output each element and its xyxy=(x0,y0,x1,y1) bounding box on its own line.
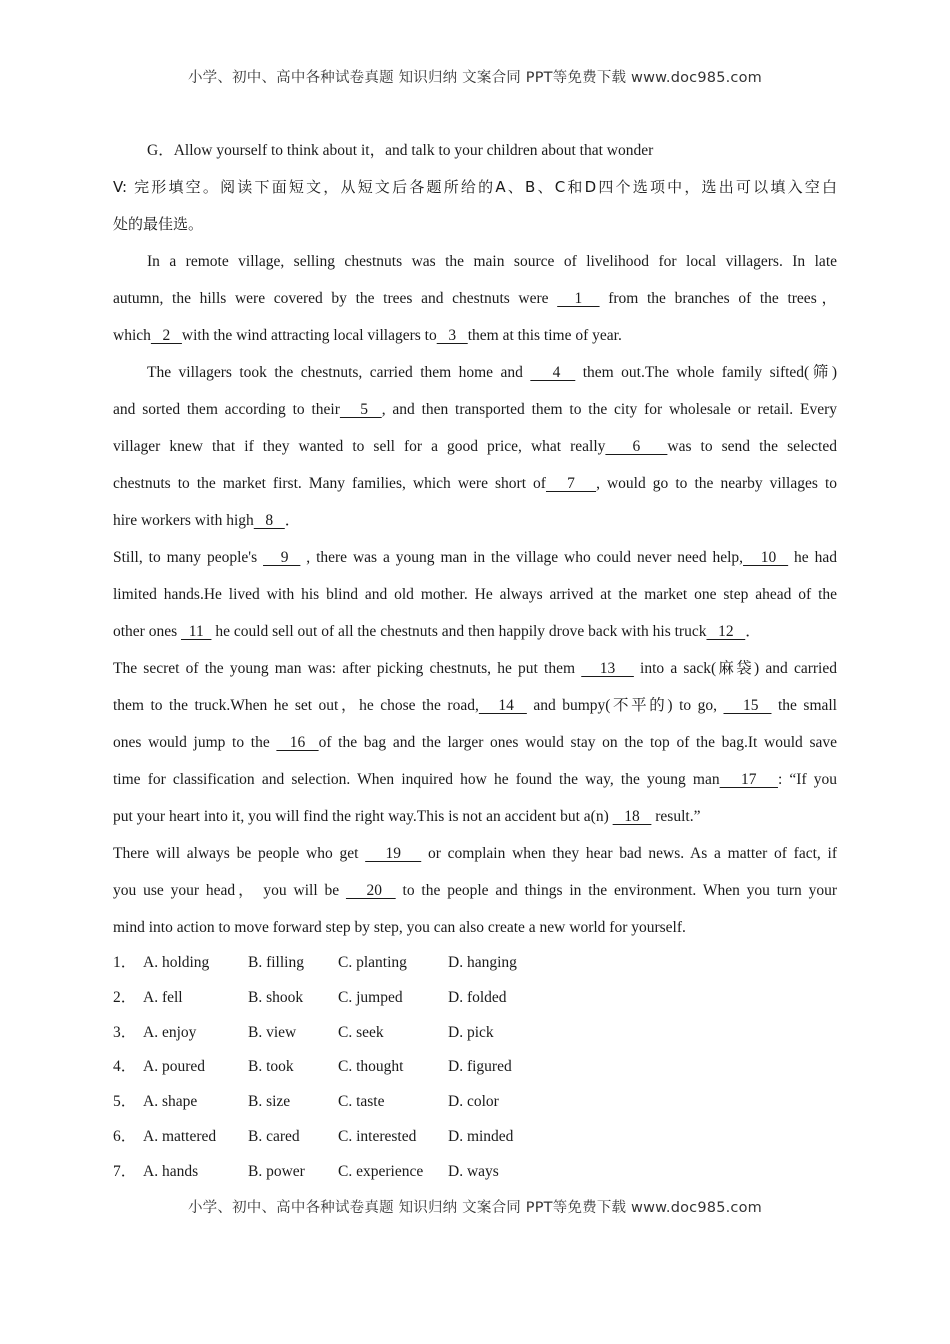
option-b: B. took xyxy=(248,1058,294,1076)
text-span: , would go to the nearby villages to xyxy=(596,475,837,492)
text-line xyxy=(113,613,837,650)
exam-content xyxy=(113,132,837,1190)
option-b: B. size xyxy=(248,1093,291,1111)
text-span: with the wind attracting local villagers to xyxy=(181,327,437,344)
option-d: D. figured xyxy=(448,1058,512,1076)
text-line xyxy=(113,687,837,724)
text-line xyxy=(113,206,837,243)
text-span: into a sack(麻袋) and carried xyxy=(633,660,837,677)
question-number: 4． xyxy=(113,1058,137,1076)
option-b: B. cared xyxy=(248,1127,300,1145)
text-line xyxy=(113,650,837,687)
text-span: the small xyxy=(771,697,837,714)
answer-blank: 15 xyxy=(723,697,772,714)
text-span: them out.The whole family sifted(筛) xyxy=(575,364,838,381)
question-number: 3． xyxy=(113,1023,137,1041)
text-span: from the branches of the trees， xyxy=(599,290,837,307)
text-span: limited hands.He lived with his blind and old mother. He always arrived at the market one step ahead of the xyxy=(113,586,837,603)
text-line xyxy=(113,502,837,539)
answer-blank: 7 xyxy=(545,475,597,492)
text-span: he had xyxy=(788,549,837,566)
option-d: D. ways xyxy=(448,1162,499,1180)
option-d: D. hanging xyxy=(448,954,517,971)
text-span: them at this time of year. xyxy=(467,327,622,344)
text-line xyxy=(113,465,837,502)
option-a: A. enjoy xyxy=(143,1023,197,1041)
question-options xyxy=(113,946,837,981)
answer-blank: 16 xyxy=(276,734,319,751)
option-d: D. minded xyxy=(448,1127,514,1145)
text-span: There will always be people who get xyxy=(113,845,366,862)
option-b: B. view xyxy=(248,1023,297,1041)
answer-blank: 14 xyxy=(478,697,527,714)
option-d: D. color xyxy=(448,1093,499,1111)
option-b: B. filling xyxy=(248,954,304,971)
text-span: mind into action to move forward step by step, you can also create a new world for yourself. xyxy=(113,919,686,936)
text-line xyxy=(113,243,837,280)
text-line xyxy=(113,835,837,872)
text-span: and bumpy(不平的) to go, xyxy=(526,697,724,714)
text-span: which xyxy=(113,327,151,344)
text-span: Still, to many people's xyxy=(113,549,264,566)
question-number: 7． xyxy=(113,1162,137,1180)
text-span: to the people and things in the environment. When you turn your xyxy=(395,882,837,899)
text-line xyxy=(113,798,837,835)
question-options xyxy=(113,1155,837,1190)
option-c: C. taste xyxy=(338,1093,385,1111)
cloze-passage xyxy=(113,132,837,946)
answer-options xyxy=(113,946,837,1190)
option-c: C. experience xyxy=(338,1162,424,1180)
text-span: time for classification and selection. When inquired how he found the way, the young man xyxy=(113,771,720,788)
question-number: 2． xyxy=(113,988,137,1006)
text-line xyxy=(113,724,837,761)
text-span: autumn, the hills were covered by the trees and chestnuts were xyxy=(113,290,558,307)
option-c: C. interested xyxy=(338,1127,417,1145)
answer-blank: 19 xyxy=(365,845,422,862)
text-span: put your heart into it, you will find the right way.This is not an accident but a(n) xyxy=(113,808,613,825)
answer-blank: 12 xyxy=(706,623,746,640)
text-span: V: 完形填空。阅读下面短文，从短文后各题所给的A、B、C和D四个选项中，选出可以填入空白 xyxy=(113,178,837,196)
option-a: A. fell xyxy=(143,988,183,1006)
answer-blank: 6 xyxy=(605,438,668,455)
answer-blank: 2 xyxy=(150,327,182,344)
text-line xyxy=(113,132,837,169)
question-options xyxy=(113,1120,837,1155)
text-line xyxy=(113,761,837,798)
answer-blank: 18 xyxy=(612,808,652,825)
option-a: A. poured xyxy=(143,1058,205,1076)
option-a: A. holding xyxy=(143,954,210,971)
option-b: B. power xyxy=(248,1162,305,1180)
text-line xyxy=(113,354,837,391)
option-c: C. planting xyxy=(338,954,407,971)
header-banner: 小学、初中、高中各种试卷真题 知识归纳 文案合同 PPT等免费下载 www.doc985.com xyxy=(187,70,763,86)
text-span: was to send the selected xyxy=(667,438,837,455)
text-span: The villagers took the chestnuts, carried them home and xyxy=(147,364,531,381)
answer-blank: 8 xyxy=(253,512,285,529)
footer-banner: 小学、初中、高中各种试卷真题 知识归纳 文案合同 PPT等免费下载 www.doc985.com xyxy=(187,1200,763,1216)
text-line xyxy=(113,280,837,317)
text-span: them to the truck.When he set out，he chose the road, xyxy=(113,697,479,714)
text-line xyxy=(113,428,837,465)
text-span: villager knew that if they wanted to sell for a good price, what really xyxy=(113,438,606,455)
text-span: ． xyxy=(284,512,301,529)
text-span: , there was a young man in the village who could never need help, xyxy=(300,549,744,566)
text-span: and sorted them according to their xyxy=(113,401,340,418)
answer-blank: 9 xyxy=(263,549,301,566)
option-a: A. mattered xyxy=(143,1127,217,1145)
text-span: : “If you xyxy=(777,771,837,788)
option-a: A. hands xyxy=(143,1162,199,1180)
text-line xyxy=(113,391,837,428)
answer-blank: 20 xyxy=(345,882,396,899)
text-span: you use your head， you will be xyxy=(113,882,346,899)
option-c: C. jumped xyxy=(338,988,403,1006)
answer-blank: 13 xyxy=(581,660,634,677)
text-span: he could sell out of all the chestnuts and then happily drove back with his truck xyxy=(211,623,707,640)
text-span: 处的最佳选。 xyxy=(113,215,204,233)
text-span: The secret of the young man was: after picking chestnuts, he put them xyxy=(113,660,582,677)
text-span: other ones xyxy=(113,623,182,640)
text-span: chestnuts to the market first. Many families, which were short of xyxy=(113,475,546,492)
option-d: D. pick xyxy=(448,1023,494,1041)
text-span: hire workers with high xyxy=(113,512,254,529)
answer-blank: 4 xyxy=(530,364,576,381)
question-number: 6． xyxy=(113,1127,137,1145)
answer-blank: 17 xyxy=(719,771,778,788)
option-b: B. shook xyxy=(248,988,304,1006)
question-number: 5． xyxy=(113,1093,137,1111)
text-line xyxy=(113,169,837,206)
text-span: ． xyxy=(745,623,761,640)
text-span: or complain when they hear bad news. As a matter of fact, if xyxy=(421,845,838,862)
text-span: result.” xyxy=(651,808,701,825)
answer-blank: 10 xyxy=(743,549,789,566)
option-a: A. shape xyxy=(143,1093,198,1111)
question-options xyxy=(113,1016,837,1051)
answer-blank: 3 xyxy=(436,327,468,344)
text-span: of the bag and the larger ones would stay on the top of the bag.It would save xyxy=(318,734,837,751)
option-c: C. thought xyxy=(338,1058,404,1076)
text-line xyxy=(113,317,837,354)
text-span: G．Allow yourself to think about it，and talk to your children about that wonder xyxy=(147,142,654,159)
question-options xyxy=(113,1085,837,1120)
answer-blank: 1 xyxy=(557,290,600,307)
option-c: C. seek xyxy=(338,1023,384,1041)
text-line xyxy=(113,576,837,613)
question-number: 1． xyxy=(113,954,137,971)
answer-blank: 5 xyxy=(339,401,382,418)
question-options xyxy=(113,981,837,1016)
text-line xyxy=(113,872,837,909)
option-d: D. folded xyxy=(448,988,507,1006)
text-line xyxy=(113,539,837,576)
text-line xyxy=(113,909,837,946)
text-span: ones would jump to the xyxy=(113,734,277,751)
text-span: , and then transported them to the city for wholesale or retail. Every xyxy=(381,401,837,418)
answer-blank: 11 xyxy=(181,623,212,640)
question-options xyxy=(113,1050,837,1085)
text-span: In a remote village, selling chestnuts was the main source of livelihood for local villagers. In late xyxy=(147,253,837,270)
